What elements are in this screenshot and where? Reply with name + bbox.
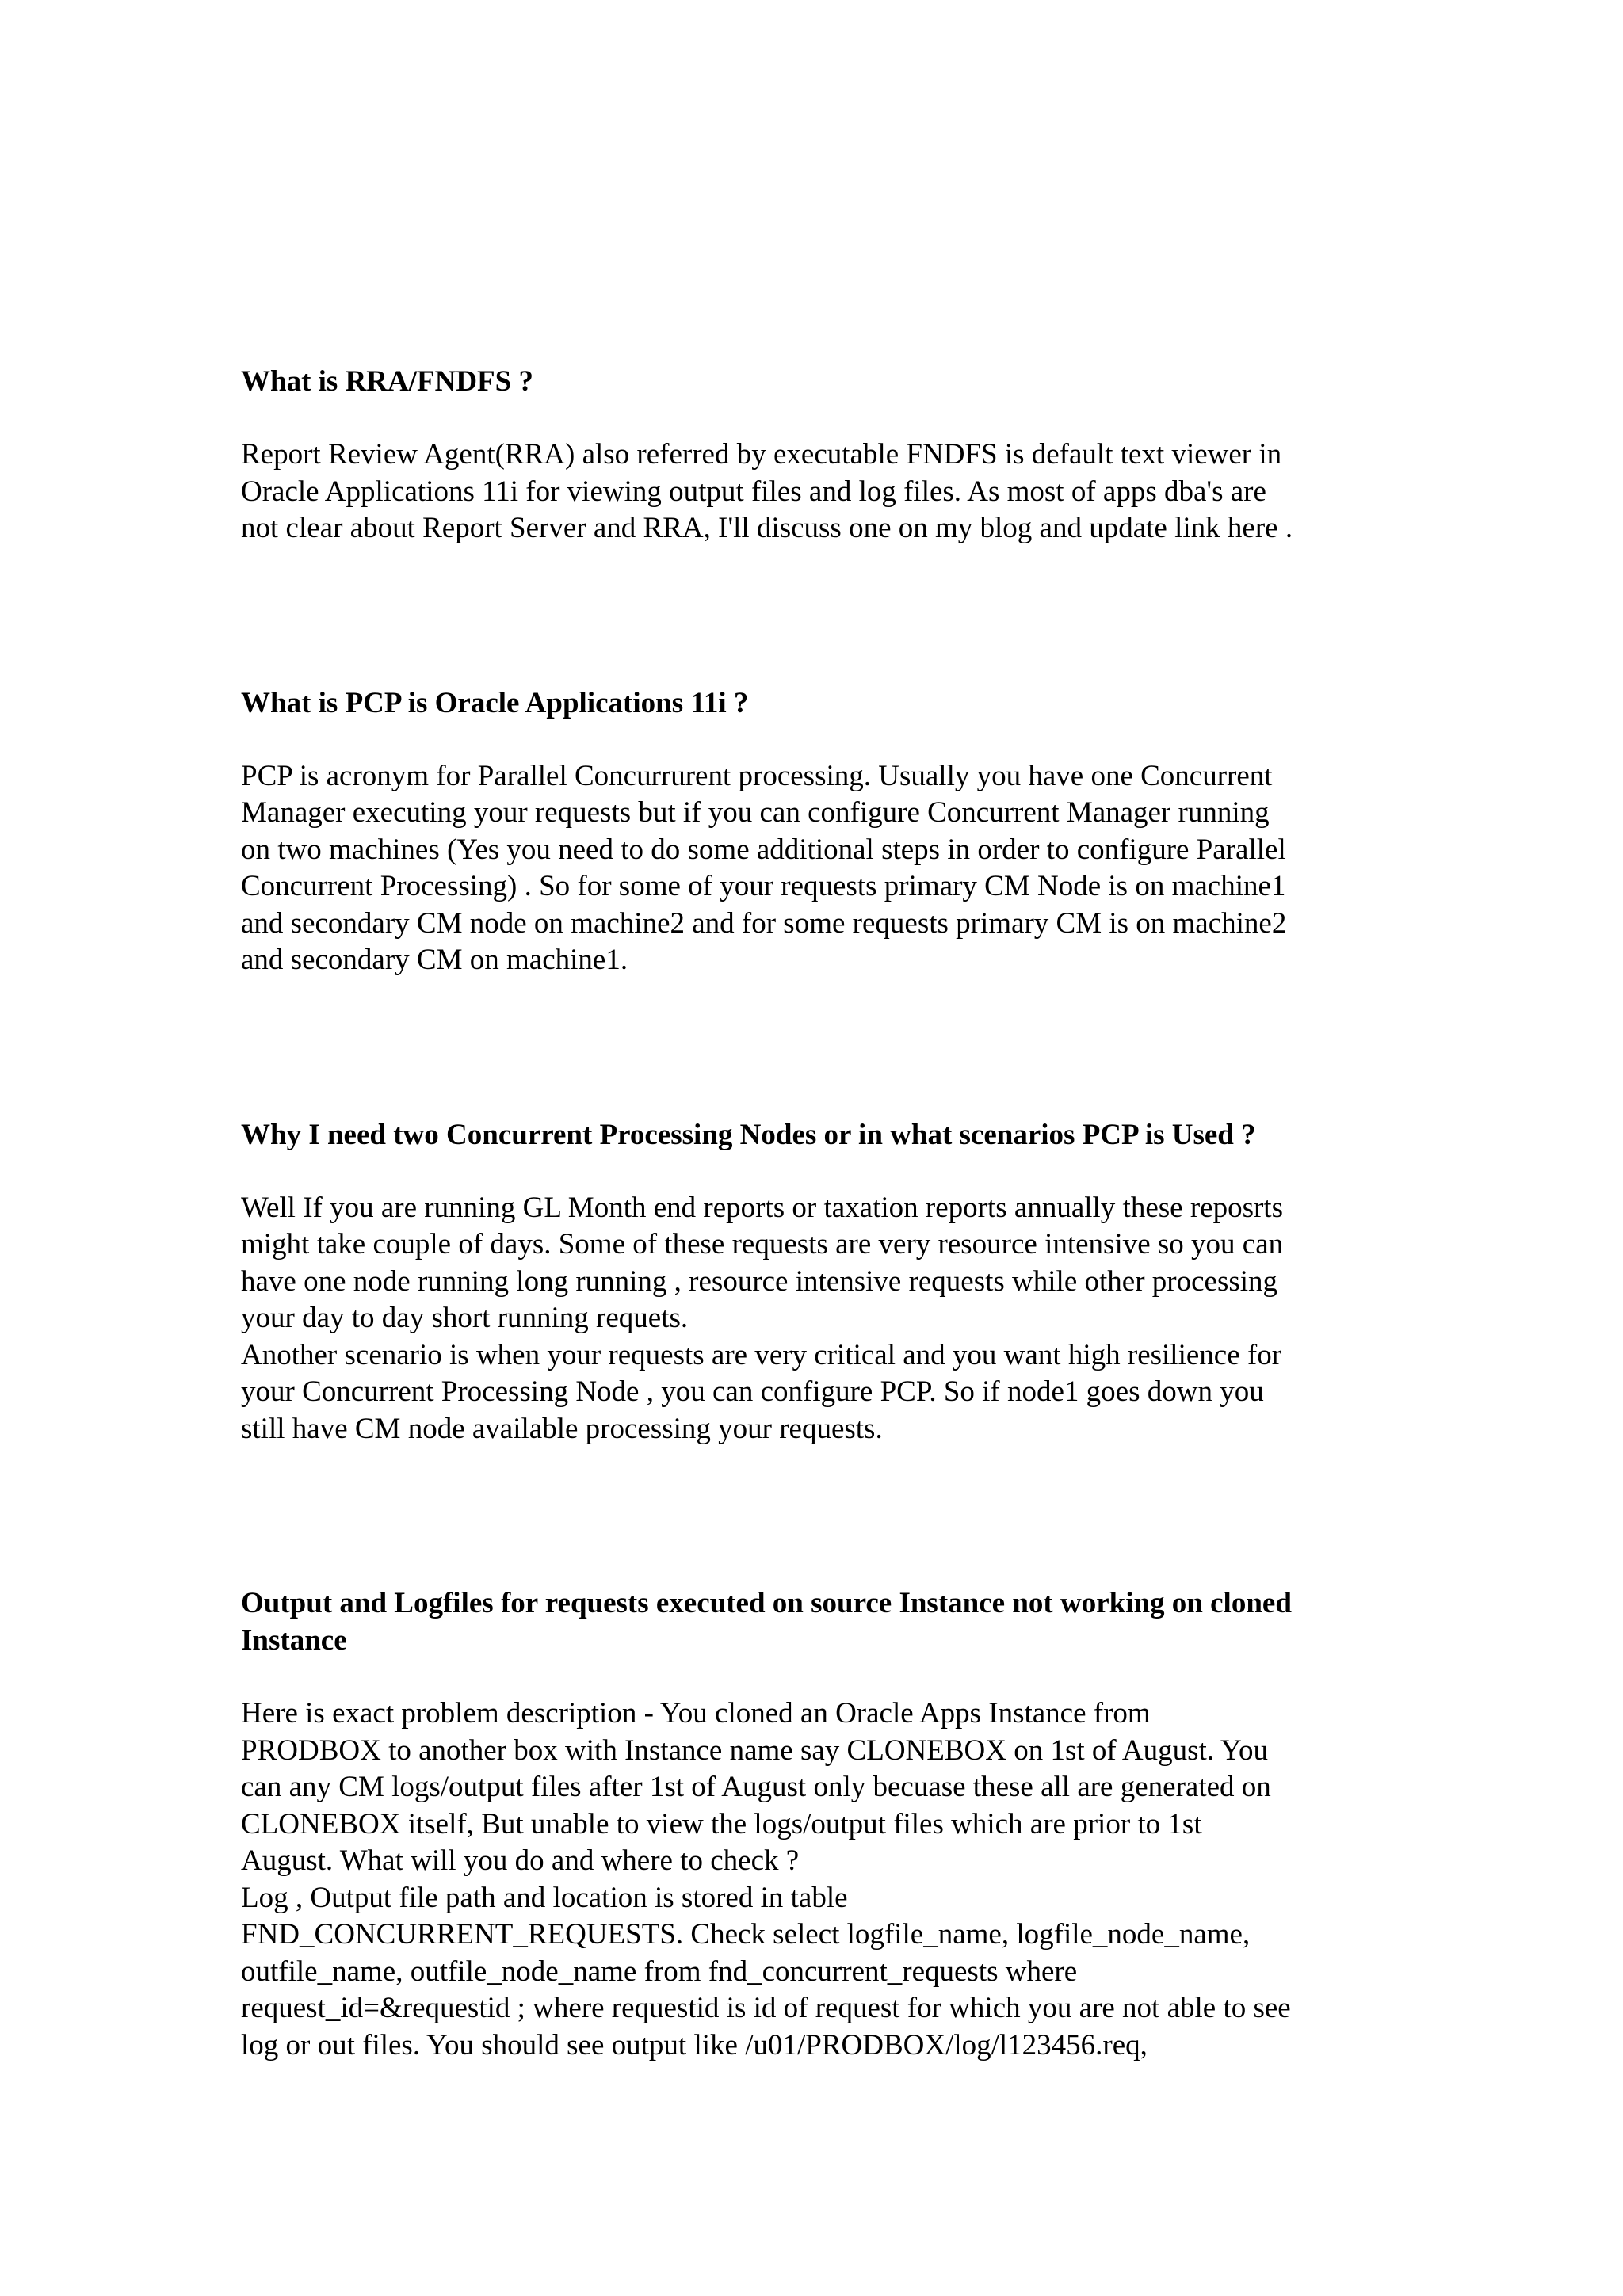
section-output-logfiles [241, 1585, 1398, 2064]
document-page [241, 363, 1398, 2064]
section-rra-fndfs [241, 363, 1398, 547]
section-heading: What is PCP is Oracle Applications 11i ? [241, 686, 749, 719]
section-paragraph: Well If you are running GL Month end reports or taxation reports annually these reposrts might take couple of days. Some of these requests are very resource intensive so you can have one node running long running , resource intensive requests while other processing your day to day short running requets. [241, 1191, 1284, 1334]
section-paragraph: PCP is acronym for Parallel Concurrurent processing. Usually you have one Concurrent Manager executing your requests but if you can configure Concurrent Manager running on two machines (Yes you need to do some additional steps in order to configure Parallel Concurrent Processing) . So for some of your requests primary CM Node is on machine1 and secondary CM node on machine2 and for some requests primary CM is on machine2 and secondary CM on machine1. [241, 759, 1287, 976]
section-paragraph: Here is exact problem description - You cloned an Oracle Apps Instance from PRODBOX to another box with Instance name say CLONEBOX on 1st of August. You can any CM logs/output files after 1st of August only becuase these all are generated on CLONEBOX itself, But unable to view the logs/output files which are prior to 1st August. What will you do and where to check ? [241, 1697, 1271, 1877]
section-paragraph: Log , Output file path and location is stored in table FND_CONCURRENT_REQUESTS. Check select logfile_name, logfile_node_name, outfile_name, outfile_node_name from fnd_concurrent_requests where request_id=&requestid ; where requestid is id of request for which you are not able to see log or out files. You should see output like /u01/PRODBOX/log/l123456.req, [241, 1881, 1291, 2061]
section-heading: Why I need two Concurrent Processing Nodes or in what scenarios PCP is Used ? [241, 1118, 1256, 1151]
section-why-two-nodes [241, 1116, 1398, 1448]
section-heading: What is RRA/FNDFS ? [241, 365, 533, 398]
section-paragraph: Report Review Agent(RRA) also referred by executable FNDFS is default text viewer in Oracle Applications 11i for viewing output files and log files. As most of apps dba's are not clear about Report Server and RRA, I'll discuss one on my blog and update link here . [241, 438, 1293, 544]
section-pcp [241, 685, 1398, 979]
section-paragraph: Another scenario is when your requests are very critical and you want high resilience for your Concurrent Processing Node , you can configure PCP. So if node1 goes down you still have CM node available processing your requests. [241, 1338, 1282, 1445]
section-heading: Output and Logfiles for requests executed on source Instance not working on cloned Instance [241, 1587, 1292, 1657]
